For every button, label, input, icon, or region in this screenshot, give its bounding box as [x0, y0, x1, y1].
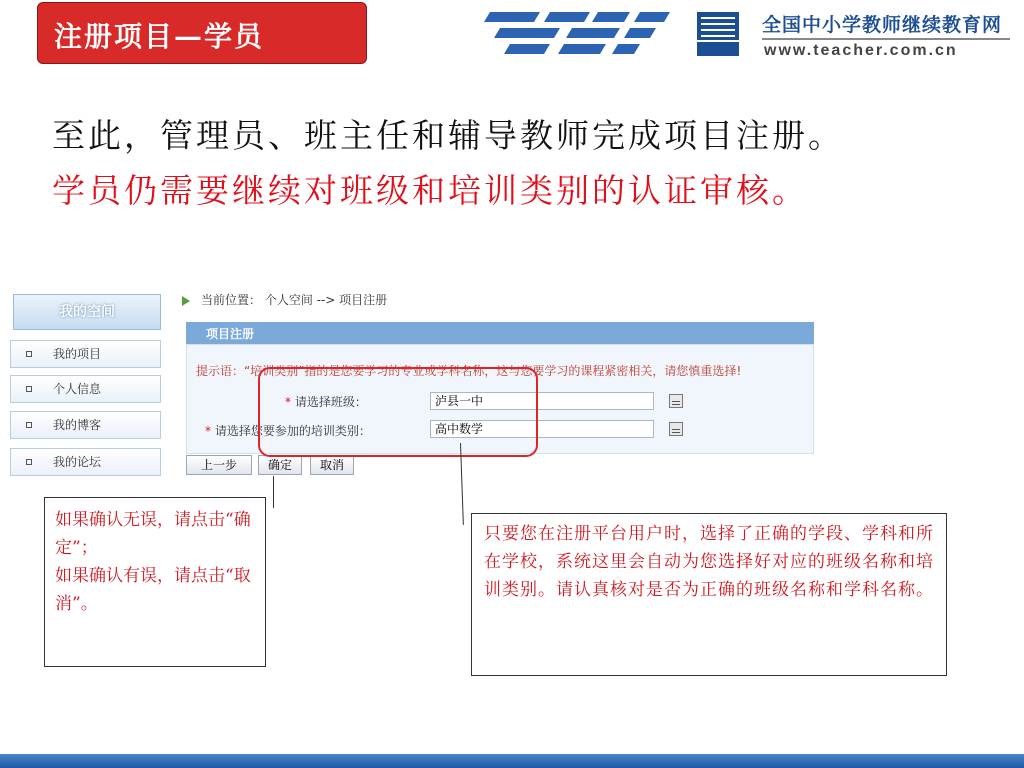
arrow-right-icon — [182, 296, 190, 306]
sidebar-item-personal-info[interactable] — [10, 375, 161, 403]
required-mark: * — [205, 424, 211, 438]
required-mark: * — [285, 395, 291, 409]
sidebar-item-label: 我的论坛 — [53, 455, 102, 469]
section-header-bar — [186, 322, 814, 344]
callout-auto-selection — [471, 513, 947, 676]
section-title: 项目注册 — [206, 327, 255, 341]
teacher-logo-icon — [695, 10, 741, 58]
slide-text-line-1: 至此，管理员、班主任和辅导教师完成项目注册。 — [52, 116, 844, 155]
decorative-stripes — [480, 4, 680, 60]
slide-title-box — [37, 2, 367, 64]
brand-name: 全国中小学教师继续教育网 — [762, 14, 1003, 36]
bullet-icon — [26, 459, 32, 465]
confirm-button[interactable]: 确定 — [258, 455, 302, 475]
class-field[interactable]: 泸县一中 — [430, 392, 654, 410]
footer-bar — [0, 754, 1024, 768]
slide-title: 注册项目—学员 — [54, 20, 265, 53]
callout-left-line-2: 如果确认有误，请点击“取消”。 — [55, 566, 251, 614]
sidebar-item-my-blog[interactable] — [10, 411, 161, 439]
brand-divider — [762, 38, 1010, 40]
brand-url: www.teacher.com.cn — [764, 42, 958, 59]
highlight-oval — [258, 367, 538, 457]
sidebar-item-label: 个人信息 — [53, 382, 102, 396]
callout-right-text: 只要您在注册平台用户时，选择了正确的学段、学科和所在学校，系统这里会自动为您选择好对应的班级名称和培训类别。请认真核对是否为正确的班级名称和学科名称。 — [484, 524, 934, 600]
slide-text-line-2: 学员仍需要继续对班级和培训类别的认证审核。 — [52, 171, 808, 210]
sidebar-item-label: 我的博客 — [53, 418, 102, 432]
category-field[interactable]: 高中数学 — [430, 420, 654, 438]
callout-left-line-1: 如果确认无误，请点击“确定”； — [55, 510, 251, 558]
calendar-picker-icon[interactable] — [669, 422, 683, 436]
sidebar-header: 我的空间 — [13, 294, 161, 330]
sidebar-item-my-forum[interactable] — [10, 448, 161, 476]
sidebar-item-my-projects[interactable] — [10, 340, 161, 368]
breadcrumb: 当前位置： 个人空间 --> 项目注册 — [201, 293, 388, 307]
category-label-text: 请选择您要参加的培训类别： — [214, 424, 371, 438]
cancel-button[interactable]: 取消 — [310, 455, 354, 475]
bullet-icon — [26, 386, 32, 392]
tip-text: 提示语：“培训类别”指的是您要学习的专业或学科名称，这与您要学习的课程紧密相关，请您慎重选择! — [196, 364, 742, 378]
sidebar-item-label: 我的项目 — [53, 347, 102, 361]
prev-button[interactable]: 上一步 — [186, 455, 252, 475]
callout-connector-left — [273, 476, 274, 508]
calendar-picker-icon[interactable] — [669, 394, 683, 408]
class-label-text: 请选择班级： — [294, 395, 367, 409]
bullet-icon — [26, 351, 32, 357]
callout-confirm-cancel — [44, 497, 266, 667]
bullet-icon — [26, 422, 32, 428]
